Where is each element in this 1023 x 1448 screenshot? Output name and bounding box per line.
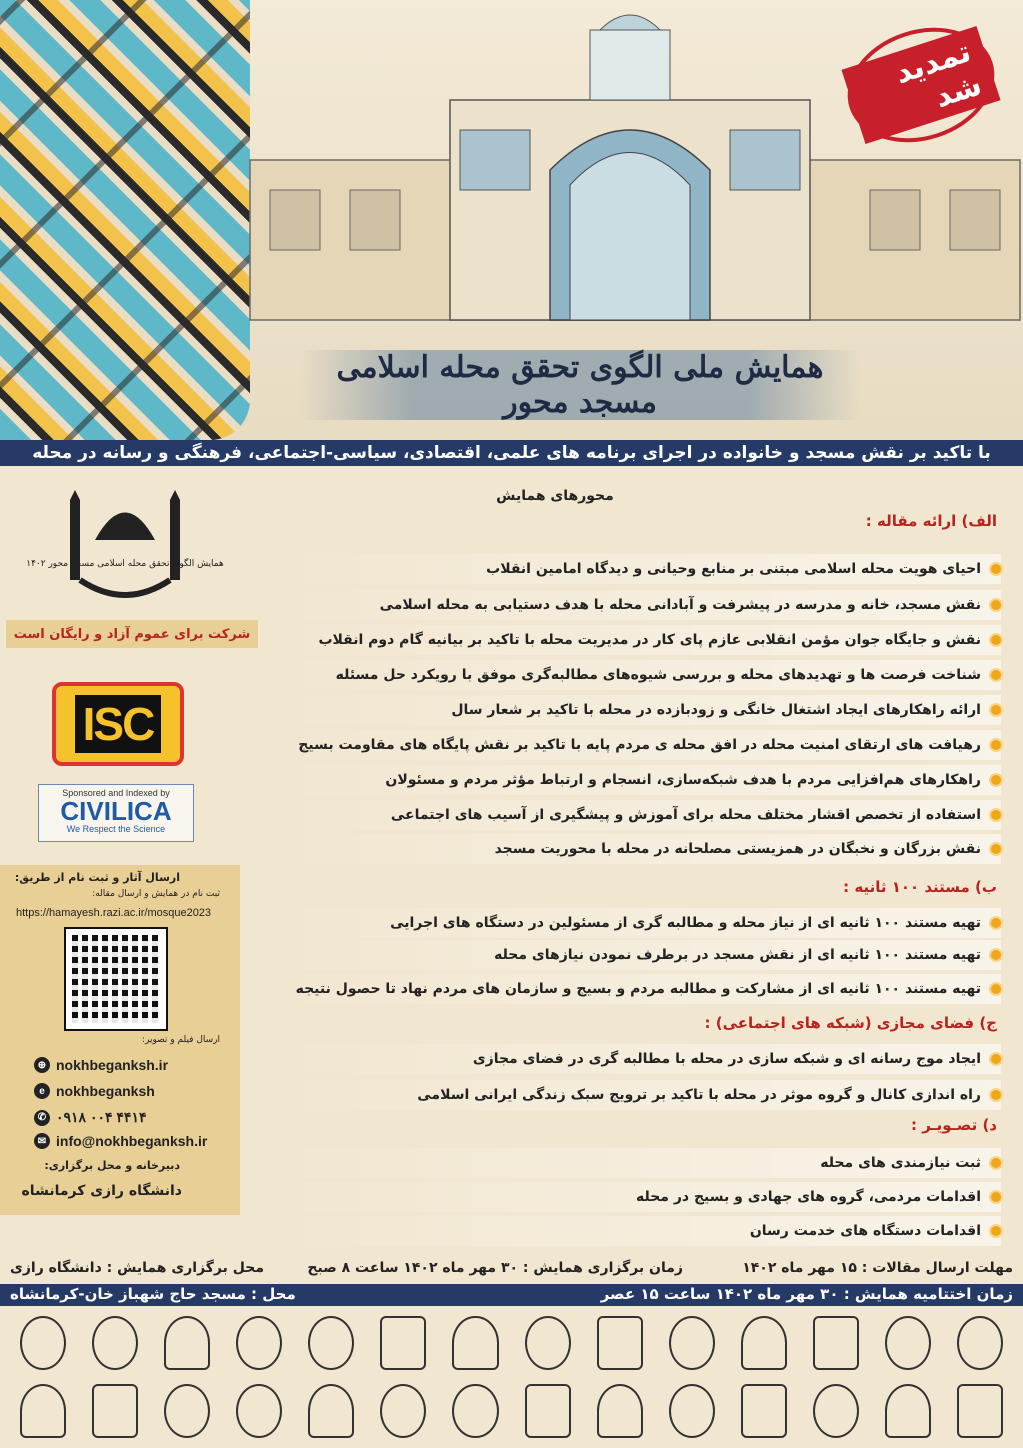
- sponsor-logo: [452, 1316, 498, 1370]
- conference-axes: [245, 470, 1015, 1250]
- sponsor-logo: [164, 1316, 210, 1370]
- list-item: تهیه مستند ۱۰۰ ثانیه ای از نیاز محله و مطالبه گری از مسئولین در دستگاه های اجرایی: [255, 908, 1001, 938]
- bullet-icon: [991, 984, 1001, 994]
- bullet-icon: [991, 844, 1001, 854]
- film-label: ارسال فیلم و تصویر:: [141, 1035, 220, 1045]
- section-c-heading: ج) فضای مجازی (شبکه های اجتماعی) :: [697, 1014, 1005, 1032]
- sponsor-logo: [885, 1316, 931, 1370]
- tapestry-image: [0, 0, 250, 440]
- sponsor-logo: [669, 1384, 715, 1438]
- list-item: استفاده از تخصص اقشار مختلف محله برای آموزش و پیشگیری از آسیب های اجتماعی: [255, 800, 1001, 830]
- bullet-icon: [991, 775, 1001, 785]
- section-b-heading: ب) مستند ۱۰۰ ثانیه :: [835, 878, 1005, 896]
- globe-icon: ⊕: [34, 1057, 50, 1073]
- list-item: اقدامات مردمی، گروه های جهادی و بسیج در محله: [255, 1182, 1001, 1212]
- submission-title: ارسال آثار و ثبت نام از طریق:: [14, 871, 180, 884]
- list-item: راه اندازی کانال و گروه موثر در محله با تاکید بر ترویج سبک زندگی ایرانی اسلامی: [255, 1080, 1001, 1110]
- sponsor-logo: [20, 1384, 66, 1438]
- secretariat-label: دبیرخانه و محل برگزاری:: [44, 1159, 180, 1172]
- list-item: احیای هویت محله اسلامی مبتنی بر منابع وحیانی و دیدگاه امامین انقلاب: [255, 554, 1001, 584]
- bullet-icon: [991, 1090, 1001, 1100]
- sponsor-logo: [525, 1316, 571, 1370]
- main-title: همایش ملی الگوی تحقق محله اسلامی مسجد محور: [336, 350, 824, 420]
- schedule-row: [0, 1256, 1023, 1284]
- bullet-icon: [991, 1054, 1001, 1064]
- list-item: نقش بزرگان و نخبگان در همزیستی مصلحانه در محله با محوریت مسجد: [255, 834, 1001, 864]
- email-row[interactable]: ✉ info@nokhbeganksh.ir: [34, 1133, 207, 1149]
- list-item: نقش مسجد، خانه و مدرسه در پیشرفت و آبادانی محله با هدف دستیابی به محله اسلامی: [255, 590, 1001, 620]
- sponsor-logos: [0, 1306, 1023, 1448]
- header-artwork: [0, 0, 1023, 440]
- list-item: نقش و جایگاه جوان مؤمن انقلابی عازم پای کار در مدیریت محله با تاکید بر بیانیه گام دوم انقلاب: [255, 625, 1001, 655]
- sponsor-logo: [92, 1316, 138, 1370]
- list-item: ثبت نیازمندی های محله: [255, 1148, 1001, 1178]
- sponsor-logo: [308, 1316, 354, 1370]
- eitaa-icon: e: [34, 1083, 50, 1099]
- sponsor-logo: [236, 1384, 282, 1438]
- free-entry-banner: شرکت برای عموم آزاد و رایگان است: [6, 620, 258, 648]
- list-item: ایجاد موج رسانه ای و شبکه سازی در محله با مطالبه گری در فضای مجازی: [255, 1044, 1001, 1074]
- sponsor-logo: [741, 1384, 787, 1438]
- list-item: راهکارهای هم‌افزایی مردم با هدف شبکه‌سازی، انسجام و ارتباط مؤثر مردم و مسئولان: [255, 765, 1001, 795]
- bullet-icon: [991, 564, 1001, 574]
- section-d-heading: د) تصـویـر :: [903, 1116, 1005, 1134]
- left-column: [0, 470, 251, 1230]
- closing-venue-text: محل : مسجد حاج شهباز خان-کرمانشاه: [10, 1285, 296, 1303]
- sponsor-logo: [380, 1384, 426, 1438]
- extended-stamp: تمدید شد: [833, 10, 1010, 161]
- sponsor-logo: [164, 1384, 210, 1438]
- subtitle-bar: با تاکید بر نقش مسجد و خانواده در اجرای برنامه های علمی، اقتصادی، سیاسی-اجتماعی، فرهنگی و رسانه در محله: [0, 440, 1023, 466]
- submission-subtitle: ثبت نام در همایش و ارسال مقاله:: [92, 889, 220, 899]
- sponsor-logo: [525, 1384, 571, 1438]
- deadline-text: مهلت ارسال مقالات : ۱۵ مهر ماه ۱۴۰۲: [742, 1260, 1013, 1276]
- bullet-icon: [991, 600, 1001, 610]
- title-band: [300, 350, 860, 420]
- list-item: شناخت فرصت ها و تهدیدهای محله و بررسی شیوه‌های مطالبه‌گری موفق با رویکرد حل مسئله: [255, 660, 1001, 690]
- channel-row[interactable]: e nokhbeganksh: [34, 1083, 155, 1099]
- isc-logo: ISC: [52, 682, 184, 766]
- venue-text: محل برگزاری همایش : دانشگاه رازی: [10, 1260, 265, 1276]
- contact-panel: [0, 865, 240, 1215]
- bullet-icon: [991, 670, 1001, 680]
- sponsor-logo: [669, 1316, 715, 1370]
- sponsor-logo: [308, 1384, 354, 1438]
- sponsor-logo: [20, 1316, 66, 1370]
- bullet-icon: [991, 740, 1001, 750]
- list-item: تهیه مستند ۱۰۰ ثانیه ای از مشارکت و مطالبه مردم و بسیج و سازمان های مردم نهاد تا حصول نتیجه: [255, 974, 1001, 1004]
- sponsor-logo: [597, 1384, 643, 1438]
- logo-text: همایش الگوی تحقق محله اسلامی مسجد محور ۱۴۰۲: [26, 559, 224, 569]
- sponsor-logo: [813, 1316, 859, 1370]
- phone-icon: ✆: [34, 1110, 50, 1126]
- civilica-logo: Sponsored and Indexed by CIVILICA We Respect the Science: [38, 784, 194, 842]
- closing-bar: [0, 1284, 1023, 1306]
- sponsor-logo: [957, 1316, 1003, 1370]
- sponsor-logo: [452, 1384, 498, 1438]
- axes-title: محورهای همایش: [496, 488, 614, 504]
- website-row[interactable]: ⊕ nokhbeganksh.ir: [34, 1057, 168, 1073]
- sponsor-logo: [92, 1384, 138, 1438]
- secretariat-name: دانشگاه رازی کرمانشاه: [21, 1183, 182, 1199]
- bullet-icon: [991, 918, 1001, 928]
- bullet-icon: [991, 635, 1001, 645]
- sponsor-logo: [380, 1316, 426, 1370]
- bullet-icon: [991, 810, 1001, 820]
- list-item: اقدامات دستگاه های خدمت رسان: [255, 1216, 1001, 1246]
- sponsor-logo: [236, 1316, 282, 1370]
- bullet-icon: [991, 1226, 1001, 1236]
- bullet-icon: [991, 705, 1001, 715]
- phone-row[interactable]: ✆ ۰۹۱۸ ۰۰۴ ۴۴۱۴: [34, 1109, 147, 1126]
- closing-time-text: زمان اختتامیه همایش : ۳۰ مهر ماه ۱۴۰۲ ساعت ۱۵ عصر: [600, 1285, 1013, 1303]
- email-icon: ✉: [34, 1133, 50, 1149]
- section-a-heading: الف) ارائه مقاله :: [858, 512, 1005, 530]
- event-time-text: زمان برگزاری همایش : ۳۰ مهر ماه ۱۴۰۲ ساعت ۸ صبح: [307, 1260, 683, 1276]
- sponsor-logo: [597, 1316, 643, 1370]
- sponsor-logo: [813, 1384, 859, 1438]
- list-item: تهیه مستند ۱۰۰ ثانیه ای از نقش مسجد در برطرف نمودن نیازهای محله: [255, 940, 1001, 970]
- qr-code[interactable]: [66, 929, 166, 1029]
- bullet-icon: [991, 1192, 1001, 1202]
- bullet-icon: [991, 950, 1001, 960]
- sponsor-logo: [741, 1316, 787, 1370]
- conference-logo: [26, 480, 224, 610]
- list-item: رهیافت های ارتقای امنیت محله در افق محله ی مردم پایه با تاکید بر نقش پایگاه های مقاومت بسیج: [255, 730, 1001, 760]
- sponsor-logo: [957, 1384, 1003, 1438]
- sponsor-logo: [885, 1384, 931, 1438]
- bullet-icon: [991, 1158, 1001, 1168]
- registration-link[interactable]: https://hamayesh.razi.ac.ir/mosque2023: [16, 907, 212, 919]
- list-item: ارائه راهکارهای ایجاد اشتغال خانگی و زودبازده در محله با تاکید بر شعار سال: [255, 695, 1001, 725]
